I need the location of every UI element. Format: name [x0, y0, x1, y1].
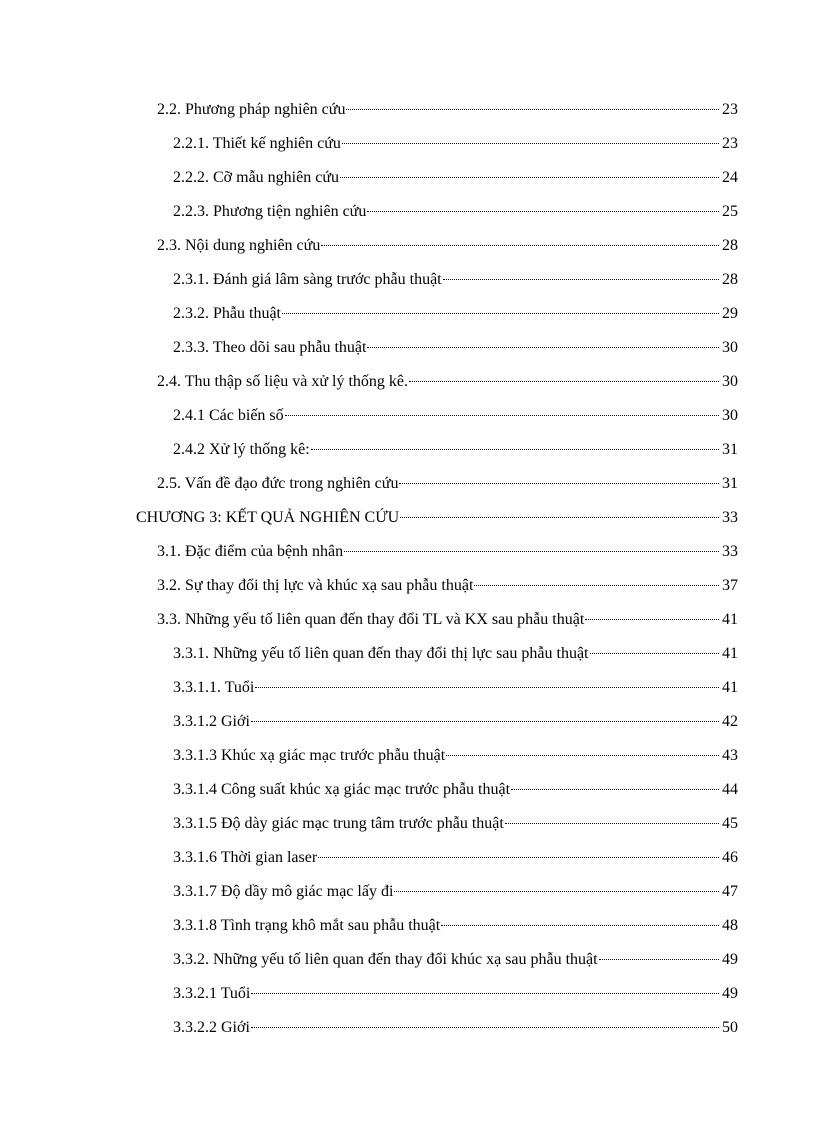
- toc-entry-title: CHƯƠNG 3: KẾT QUẢ NGHIÊN CỨU: [136, 509, 400, 526]
- toc-entry-title: 3.3.1.4 Công suất khúc xạ giác mạc trước phẫu thuật: [173, 781, 511, 798]
- toc-entry-page-number: 41: [722, 645, 738, 662]
- toc-entry: [0, 807, 816, 841]
- toc-entry-page-number: 28: [722, 271, 738, 288]
- dot-leader: [251, 1026, 719, 1028]
- toc-entry: [0, 365, 816, 399]
- dot-leader: [409, 380, 719, 382]
- toc-entry-page-number: 31: [722, 475, 738, 492]
- toc-entry: [0, 127, 816, 161]
- toc-entry-page-number: 44: [722, 781, 738, 798]
- dot-leader: [599, 958, 719, 960]
- toc-entry-page-number: 48: [722, 917, 738, 934]
- toc-entry-page-number: 24: [722, 169, 738, 186]
- dot-leader: [342, 142, 719, 144]
- toc-entry-title: 3.3.1.8 Tình trạng khô mắt sau phẫu thuật: [173, 917, 441, 934]
- toc-entry-page-number: 49: [722, 951, 738, 968]
- dot-leader: [251, 992, 719, 994]
- dot-leader: [590, 652, 720, 654]
- toc-entry-title: 2.2. Phương pháp nghiên cứu: [157, 101, 346, 118]
- dot-leader: [318, 856, 719, 858]
- toc-entry-title: 3.2. Sự thay đổi thị lực và khúc xạ sau phẫu thuật: [157, 577, 474, 594]
- toc-entry-page-number: 43: [722, 747, 738, 764]
- toc-entry-page-number: 46: [722, 849, 738, 866]
- dot-leader: [285, 414, 719, 416]
- toc-entry-title: 3.3.2.2 Giới: [173, 1019, 250, 1036]
- dot-leader: [505, 822, 719, 824]
- toc-entry: [0, 705, 816, 739]
- dot-leader: [446, 754, 719, 756]
- dot-leader: [474, 584, 719, 586]
- dot-leader: [255, 686, 719, 688]
- toc-entry: [0, 773, 816, 807]
- dot-leader: [251, 720, 719, 722]
- toc-entry-page-number: 29: [722, 305, 738, 322]
- dot-leader: [400, 516, 719, 518]
- dot-leader: [399, 482, 719, 484]
- toc-entry-title: 3.3.1.7 Độ dầy mô giác mạc lấy đi: [173, 883, 394, 900]
- toc-entry: [0, 501, 816, 535]
- toc-entry-page-number: 31: [722, 441, 738, 458]
- toc-entry: [0, 195, 816, 229]
- toc-entry: [0, 297, 816, 331]
- toc-entry: [0, 263, 816, 297]
- toc-entry: [0, 671, 816, 705]
- toc-entry-title: 2.2.1. Thiết kế nghiên cứu: [173, 135, 341, 152]
- toc-entry: [0, 1011, 816, 1045]
- toc-entry-page-number: 47: [722, 883, 738, 900]
- toc-entry-page-number: 23: [722, 101, 738, 118]
- toc-entry: [0, 943, 816, 977]
- toc-entry-title: 2.3.3. Theo dõi sau phẫu thuật: [173, 339, 367, 356]
- toc-entry: [0, 637, 816, 671]
- toc-entry-title: 3.3.1.6 Thời gian laser: [173, 849, 318, 866]
- table-of-contents: [0, 93, 816, 1045]
- dot-leader: [311, 448, 719, 450]
- dot-leader: [346, 108, 719, 110]
- toc-entry-title: 3.3.1.3 Khúc xạ giác mạc trước phẫu thuật: [173, 747, 446, 764]
- toc-entry-page-number: 28: [722, 237, 738, 254]
- dot-leader: [394, 890, 719, 892]
- toc-entry-page-number: 41: [722, 679, 738, 696]
- toc-entry-page-number: 49: [722, 985, 738, 1002]
- toc-entry: [0, 569, 816, 603]
- dot-leader: [321, 244, 719, 246]
- toc-entry-title: 3.3.2. Những yếu tố liên quan đến thay đổi khúc xạ sau phẫu thuật: [173, 951, 598, 968]
- toc-entry-title: 2.4.1 Các biến số: [173, 407, 284, 424]
- toc-entry-title: 2.3.1. Đánh giá lâm sàng trước phẫu thuật: [173, 271, 442, 288]
- toc-entry: [0, 841, 816, 875]
- dot-leader: [443, 278, 719, 280]
- toc-entry-page-number: 30: [722, 373, 738, 390]
- toc-entry: [0, 93, 816, 127]
- toc-entry: [0, 909, 816, 943]
- toc-entry: [0, 467, 816, 501]
- toc-entry-page-number: 30: [722, 407, 738, 424]
- toc-entry-title: 2.4.2 Xử lý thống kê:: [173, 441, 310, 458]
- toc-entry-title: 2.2.2. Cỡ mẫu nghiên cứu: [173, 169, 339, 186]
- toc-entry-page-number: 45: [722, 815, 738, 832]
- toc-entry-title: 3.3.1.2 Giới: [173, 713, 250, 730]
- dot-leader: [282, 312, 719, 314]
- dot-leader: [585, 618, 719, 620]
- toc-entry-title: 3.3.1.5 Độ dày giác mạc trung tâm trước phẫu thuật: [173, 815, 504, 832]
- dot-leader: [367, 210, 719, 212]
- toc-entry-title: 2.4. Thu thập số liệu và xử lý thống kê.: [157, 373, 409, 390]
- toc-entry-title: 2.2.3. Phương tiện nghiên cứu: [173, 203, 367, 220]
- toc-entry-title: 2.3.2. Phẫu thuật: [173, 305, 281, 322]
- toc-entry-title: 3.3. Những yếu tố liên quan đến thay đổi TL và KX sau phẫu thuật: [157, 611, 585, 628]
- toc-entry: [0, 229, 816, 263]
- toc-entry-page-number: 42: [722, 713, 738, 730]
- toc-entry-page-number: 33: [722, 509, 738, 526]
- toc-entry-page-number: 41: [722, 611, 738, 628]
- dot-leader: [340, 176, 719, 178]
- toc-entry-page-number: 50: [722, 1019, 738, 1036]
- dot-leader: [511, 788, 719, 790]
- toc-entry-title: 3.3.2.1 Tuổi: [173, 985, 251, 1002]
- toc-entry: [0, 739, 816, 773]
- toc-entry: [0, 535, 816, 569]
- toc-entry-page-number: 30: [722, 339, 738, 356]
- toc-entry: [0, 161, 816, 195]
- toc-entry: [0, 399, 816, 433]
- toc-entry: [0, 977, 816, 1011]
- toc-entry: [0, 331, 816, 365]
- toc-entry: [0, 875, 816, 909]
- dot-leader: [367, 346, 719, 348]
- dot-leader: [441, 924, 719, 926]
- toc-entry: [0, 603, 816, 637]
- toc-entry-title: 3.3.1.1. Tuổi: [173, 679, 255, 696]
- toc-entry-title: 2.5. Vấn đề đạo đức trong nghiên cứu: [157, 475, 399, 492]
- toc-entry-page-number: 25: [722, 203, 738, 220]
- toc-entry-title: 2.3. Nội dung nghiên cứu: [157, 237, 321, 254]
- toc-entry-page-number: 37: [722, 577, 738, 594]
- toc-entry-title: 3.1. Đặc điểm của bệnh nhân: [157, 543, 344, 560]
- toc-entry-page-number: 23: [722, 135, 738, 152]
- dot-leader: [344, 550, 719, 552]
- toc-entry: [0, 433, 816, 467]
- toc-entry-title: 3.3.1. Những yếu tố liên quan đến thay đổi thị lực sau phẫu thuật: [173, 645, 589, 662]
- toc-entry-page-number: 33: [722, 543, 738, 560]
